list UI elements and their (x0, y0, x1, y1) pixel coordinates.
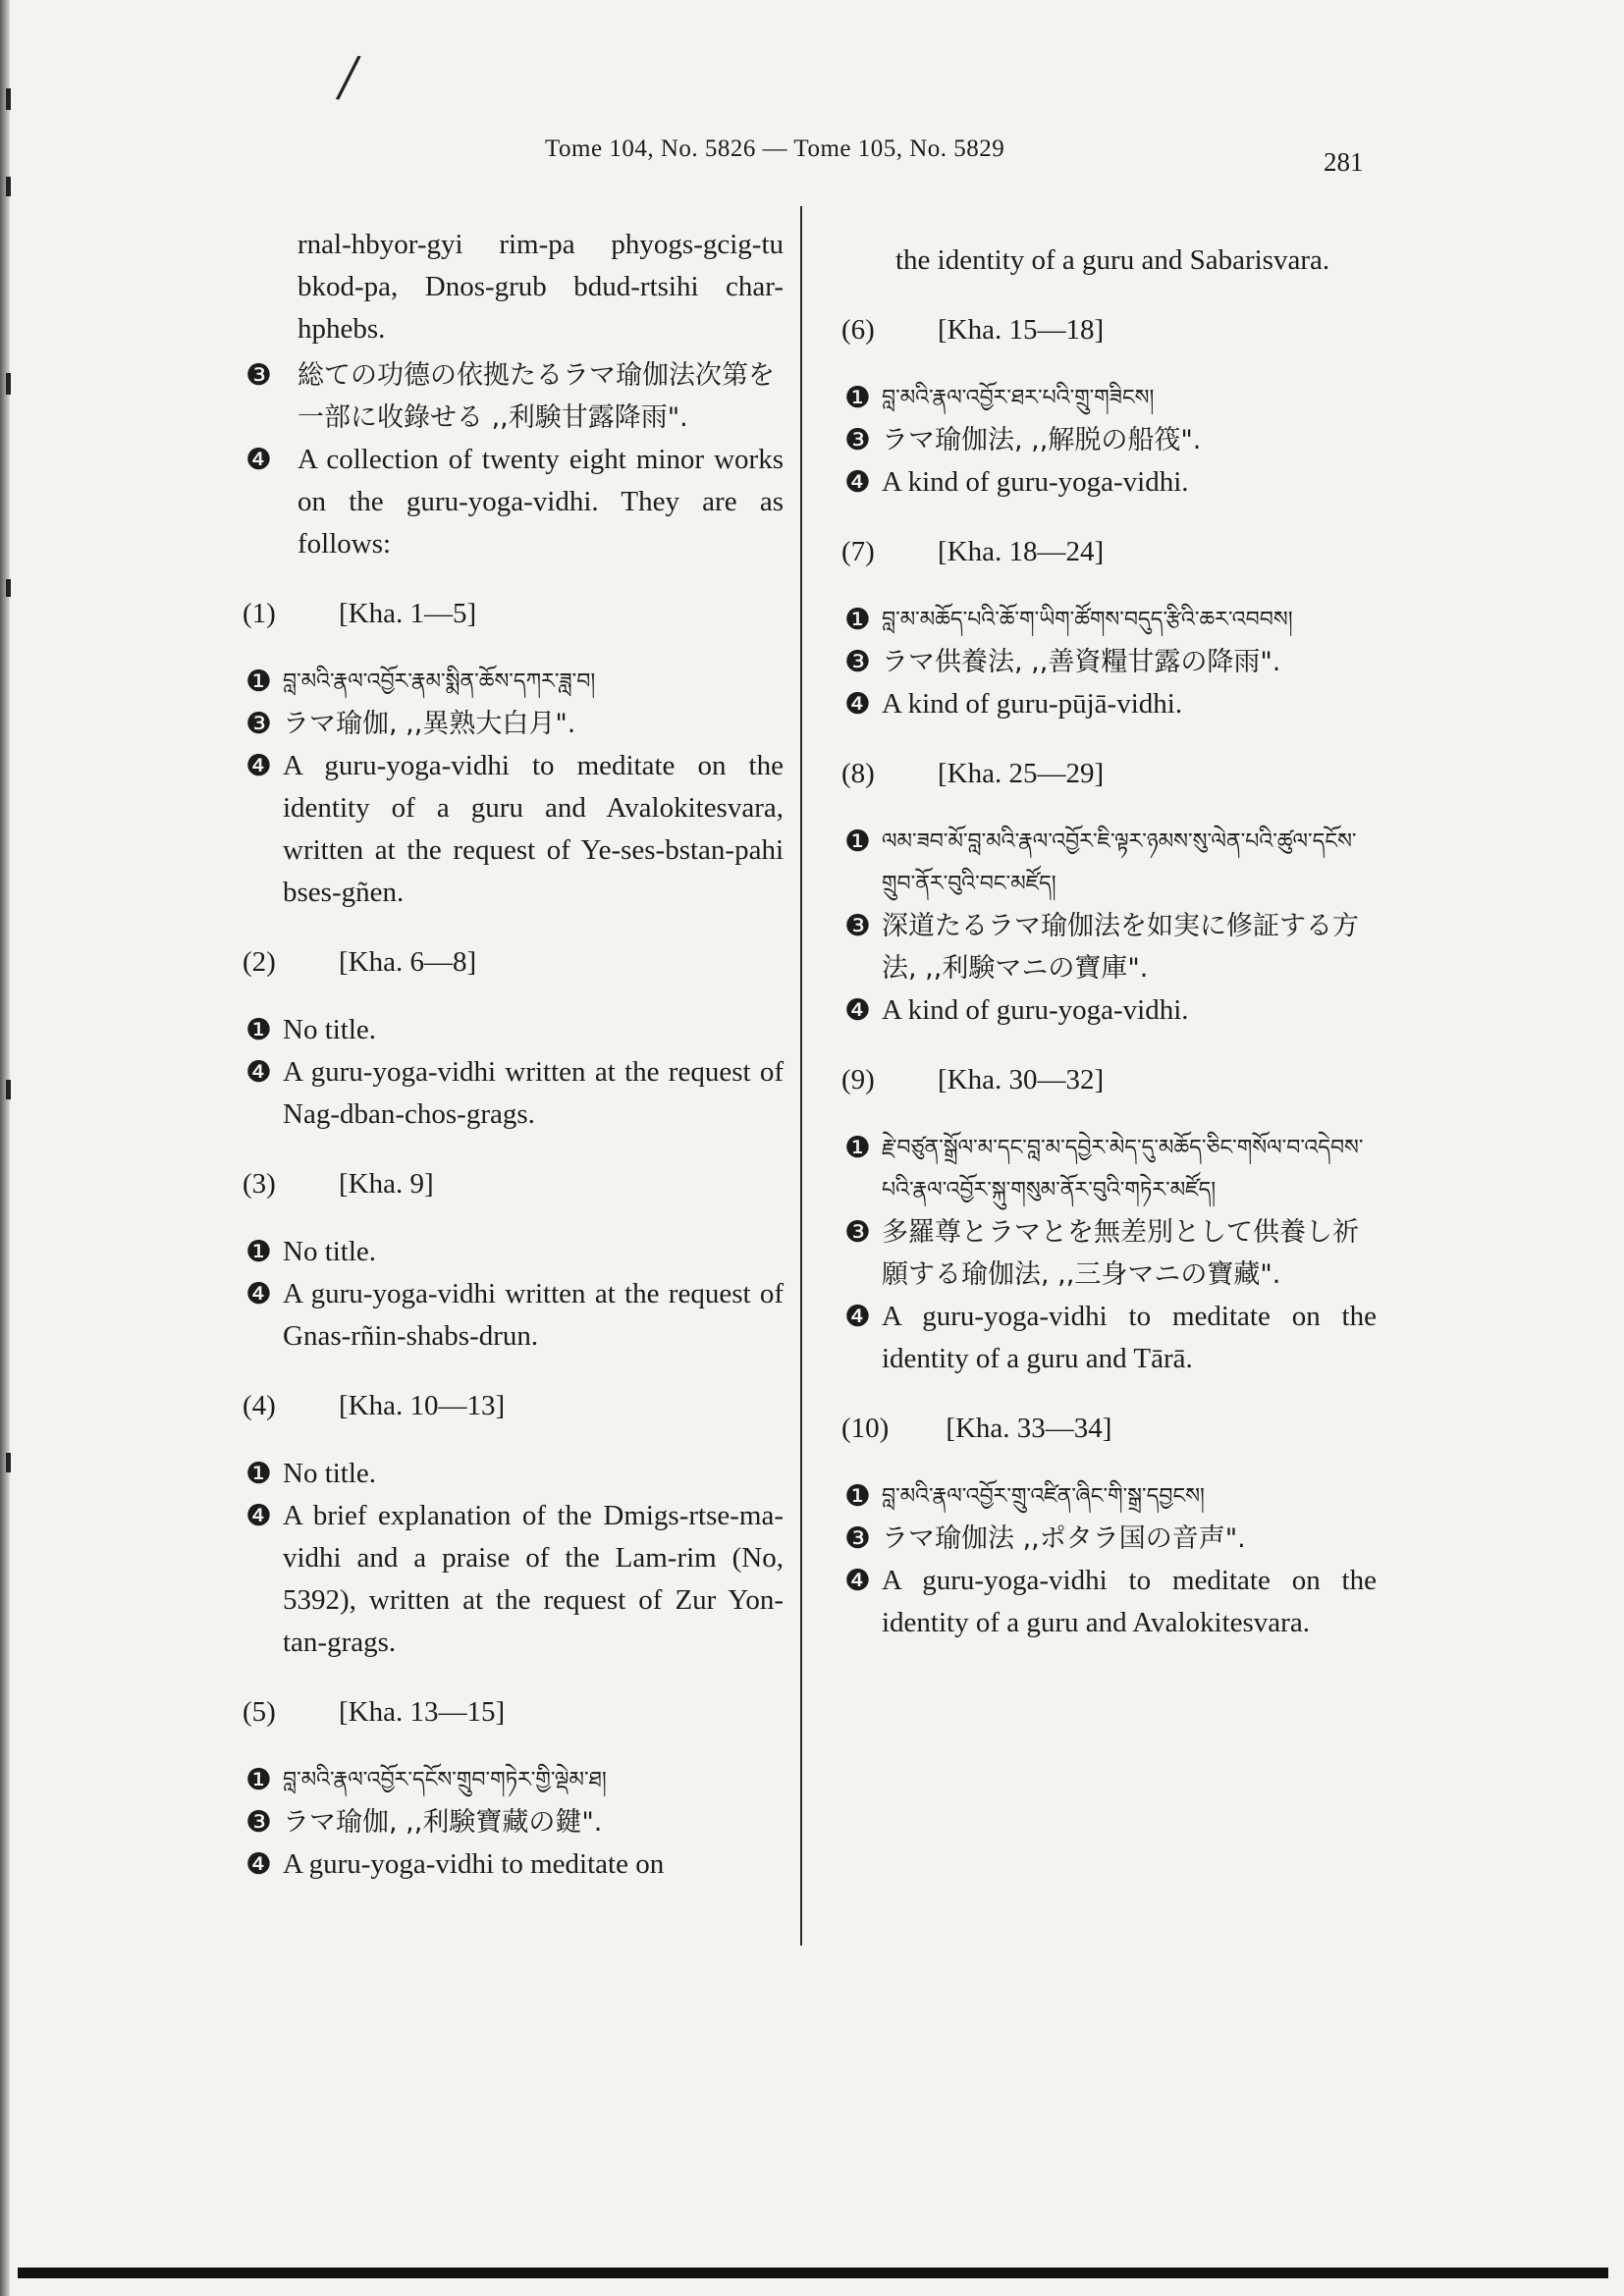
line (245, 1009, 784, 1051)
marker-4: ❹ (844, 994, 871, 1027)
line (844, 419, 1377, 461)
marker-3: ❸ (844, 424, 871, 456)
english-description: A kind of guru-yoga-vidhi. (882, 994, 1189, 1026)
entry-9 (841, 1059, 1377, 1380)
line (844, 1475, 1377, 1518)
line (245, 745, 784, 914)
line (844, 641, 1377, 683)
marker-4: ❹ (245, 1500, 272, 1532)
marker-1: ❶ (245, 666, 272, 698)
tibetan-title: བླ་མ་མཆོད་པའི་ཆོ་ག་ཡིག་ཚོགས་བདུད་རྩིའི་ཆར་འབབས། (882, 608, 1293, 632)
entry-number: (4) (243, 1390, 276, 1421)
entry-reference: [Kha. 25—29] (938, 758, 1105, 789)
scan-mark (6, 88, 11, 110)
japanese-title: 総ての功德の依拠たるラマ瑜伽法次第を一部に收錄せる ,,利験甘露降雨". (298, 360, 775, 433)
japanese-title: ラマ瑜伽, ,,異熟大白月". (283, 709, 576, 739)
entry-heading (243, 1691, 784, 1734)
english-description: A guru-yoga-vidhi to meditate on the identity of a guru and Tārā. (882, 1301, 1377, 1374)
entry-reference: [Kha. 33—34] (946, 1413, 1112, 1444)
entry-number: (8) (841, 758, 875, 789)
entry-number: (6) (841, 314, 875, 346)
marker-4: ❹ (245, 1848, 272, 1881)
line (895, 240, 1377, 282)
no-title: No title. (283, 1014, 377, 1045)
entry-heading (841, 309, 1377, 351)
japanese-title: 多羅尊とラマとを無差別として供養し祈願する瑜伽法, ,,三身マニの寶藏". (882, 1217, 1359, 1290)
scan-bottom-bar (18, 2268, 1608, 2278)
line (245, 703, 784, 745)
english-description: A guru-yoga-vidhi to meditate on (283, 1848, 665, 1880)
line (844, 989, 1377, 1032)
marker-3: ❸ (844, 1216, 871, 1249)
entry-reference: [Kha. 15—18] (938, 314, 1105, 346)
line (245, 354, 784, 439)
marker-3: ❸ (844, 646, 871, 678)
line (245, 1453, 784, 1495)
line (245, 1495, 784, 1664)
entry-heading (841, 1059, 1377, 1101)
marker-3: ❸ (245, 1806, 272, 1839)
entry-6 (841, 309, 1377, 504)
entry-heading (243, 1385, 784, 1427)
marker-3: ❸ (844, 1522, 871, 1555)
marker-1: ❶ (844, 604, 871, 636)
no-title: No title. (283, 1236, 377, 1267)
tibetan-title: བླ་མའི་རྣལ་འབྱོར་ཐར་པའི་གྲུ་གཟིངས། (882, 386, 1155, 410)
line (245, 1051, 784, 1136)
right-column (841, 224, 1377, 1644)
marker-4: ❹ (844, 688, 871, 721)
marker-1: ❶ (245, 1014, 272, 1046)
entry-number: (2) (243, 946, 276, 978)
entry-number: (9) (841, 1064, 875, 1095)
scan-mark (6, 177, 11, 196)
line (844, 377, 1377, 419)
entry-reference: [Kha. 6—8] (339, 946, 477, 978)
line (844, 1211, 1377, 1296)
marker-1: ❶ (245, 1458, 272, 1490)
marker-1: ❶ (844, 1480, 871, 1513)
entry-4 (245, 1385, 784, 1664)
entry-number: (5) (243, 1696, 276, 1728)
japanese-title: ラマ瑜伽法, ,,解脱の船筏". (882, 425, 1202, 455)
line (245, 1231, 784, 1273)
english-description: A guru-yoga-vidhi to meditate on the identity of a guru and Avalokitesvara, written at the request of Ye-ses-bstan-pahi bses-gñen. (283, 750, 784, 908)
line (844, 1127, 1377, 1211)
line (245, 661, 784, 703)
line (245, 1759, 784, 1801)
entry-heading (243, 593, 784, 635)
line (844, 461, 1377, 504)
marker-4: ❹ (844, 466, 871, 499)
romanized-title: rnal-hbyor-gyi rim-pa phyogs-gcig-tu bkod-pa, Dnos-grub bdud-rtsihi char-hphebs. (298, 229, 784, 345)
entry-reference: [Kha. 10—13] (339, 1390, 506, 1421)
marker-4: ❹ (245, 1056, 272, 1089)
entry-number: (3) (243, 1168, 276, 1200)
tibetan-title: བླ་མའི་རྣལ་འབྱོར་གྲུ་འཛིན་ཞིང་གི་སྒྲ་དབྱངས། (882, 1484, 1205, 1509)
entry-1 (245, 593, 784, 914)
tibetan-title: ལམ་ཟབ་མོ་བླ་མའི་རྣལ་འབྱོར་ཇི་ལྟར་ཉམས་སུ་ལེན་པའི་ཚུལ་དངོས་གྲུབ་ནོར་བུའི་བང་མཛོད། (882, 829, 1357, 896)
english-description: A kind of guru-pūjā-vidhi. (882, 688, 1183, 720)
english-description: A brief explanation of the Dmigs-rtse-ma-vidhi and a praise of the Lam-rim (No, 5392), written at the request of Zur Yon-tan-grags. (283, 1500, 784, 1658)
marker-4: ❹ (245, 750, 272, 782)
page-number: 281 (1324, 147, 1364, 177)
english-description: A guru-yoga-vidhi written at the request of Nag-dban-chos-grags. (283, 1056, 784, 1130)
line (844, 1518, 1377, 1560)
english-description: A guru-yoga-vidhi written at the request of Gnas-rñin-shabs-drun. (283, 1278, 784, 1352)
line (245, 1273, 784, 1358)
running-header: Tome 104, No. 5826 — Tome 105, No. 5829 (545, 135, 1005, 162)
line (298, 224, 784, 350)
line (844, 1560, 1377, 1644)
entry-heading (841, 531, 1377, 573)
tibetan-title: བླ་མའི་རྣལ་འབྱོར་དངོས་གྲུབ་གཏེར་གྱི་ལྡེམ་ཐ། (283, 1768, 607, 1792)
marker-4: ❹ (245, 1278, 272, 1310)
line (844, 1296, 1377, 1380)
column-divider (800, 206, 802, 1946)
left-column (245, 224, 784, 1886)
entry-heading (243, 1163, 784, 1205)
pen-mark: / (333, 39, 363, 117)
entry-reference: [Kha. 1—5] (339, 598, 477, 629)
marker-4: ❹ (844, 1301, 871, 1333)
marker-1: ❶ (844, 1132, 871, 1164)
english-description: A collection of twenty eight minor works on the guru-yoga-vidhi. They are as follows: (298, 444, 784, 560)
entry-2 (245, 941, 784, 1136)
scan-mark (6, 579, 11, 597)
marker-4: ❹ (245, 444, 272, 476)
entry-number: (1) (243, 598, 276, 629)
line (245, 1801, 784, 1843)
marker-3: ❸ (844, 910, 871, 942)
english-description: A guru-yoga-vidhi to meditate on the identity of a guru and Avalokitesvara. (882, 1565, 1377, 1638)
marker-1: ❶ (844, 826, 871, 858)
line (844, 905, 1377, 989)
japanese-title: 深道たるラマ瑜伽法を如実に修証する方法, ,,利験マニの寶庫". (882, 911, 1359, 984)
scan-edge (0, 0, 10, 2296)
line (844, 683, 1377, 725)
english-description: the identity of a guru and Sabarisvara. (895, 244, 1330, 276)
entry-number: (10) (841, 1413, 890, 1444)
no-title: No title. (283, 1458, 377, 1489)
entry-reference: [Kha. 30—32] (938, 1064, 1105, 1095)
entry-reference: [Kha. 9] (339, 1168, 434, 1200)
entry-intro (245, 224, 784, 565)
line (844, 821, 1377, 905)
entry-3 (245, 1163, 784, 1358)
japanese-title: ラマ供養法, ,,善資糧甘露の降雨". (882, 647, 1281, 677)
entry-8 (841, 753, 1377, 1032)
english-description: A kind of guru-yoga-vidhi. (882, 466, 1189, 498)
entry-heading (841, 1408, 1377, 1450)
tibetan-title: བླ་མའི་རྣལ་འབྱོར་རྣམ་སྨིན་ཆོས་དཀར་ཟླ་བ། (283, 669, 596, 694)
line (844, 599, 1377, 641)
entry-5 (245, 1691, 784, 1886)
entry-reference: [Kha. 13—15] (339, 1696, 506, 1728)
japanese-title: ラマ瑜伽, ,,利験寶藏の鍵". (283, 1807, 603, 1838)
entry-10 (841, 1408, 1377, 1644)
marker-1: ❶ (844, 382, 871, 414)
entry-5-continued (844, 240, 1377, 282)
line (245, 1843, 784, 1886)
scan-mark (6, 1453, 11, 1472)
marker-3: ❸ (245, 708, 272, 740)
entry-reference: [Kha. 18—24] (938, 536, 1105, 567)
entry-heading (841, 753, 1377, 795)
marker-4: ❹ (844, 1565, 871, 1597)
marker-3: ❸ (245, 359, 272, 392)
japanese-title: ラマ瑜伽法 ,,ポタラ国の音声". (882, 1523, 1246, 1554)
entry-number: (7) (841, 536, 875, 567)
line (245, 439, 784, 565)
marker-1: ❶ (245, 1236, 272, 1268)
marker-1: ❶ (245, 1764, 272, 1796)
entry-7 (841, 531, 1377, 725)
tibetan-title: རྗེ་བཙུན་སྒྲོལ་མ་དང་བླ་མ་དབྱེར་མེད་དུ་མཆོད་ཅིང་གསོལ་བ་འདེབས་པའི་རྣལ་འབྱོར་སྐུ་གསུམ་ནོར་བུའི་གཏེར་མཛོད། (882, 1136, 1364, 1202)
entry-heading (243, 941, 784, 984)
scan-mark (6, 1080, 11, 1099)
scan-mark (6, 373, 11, 395)
